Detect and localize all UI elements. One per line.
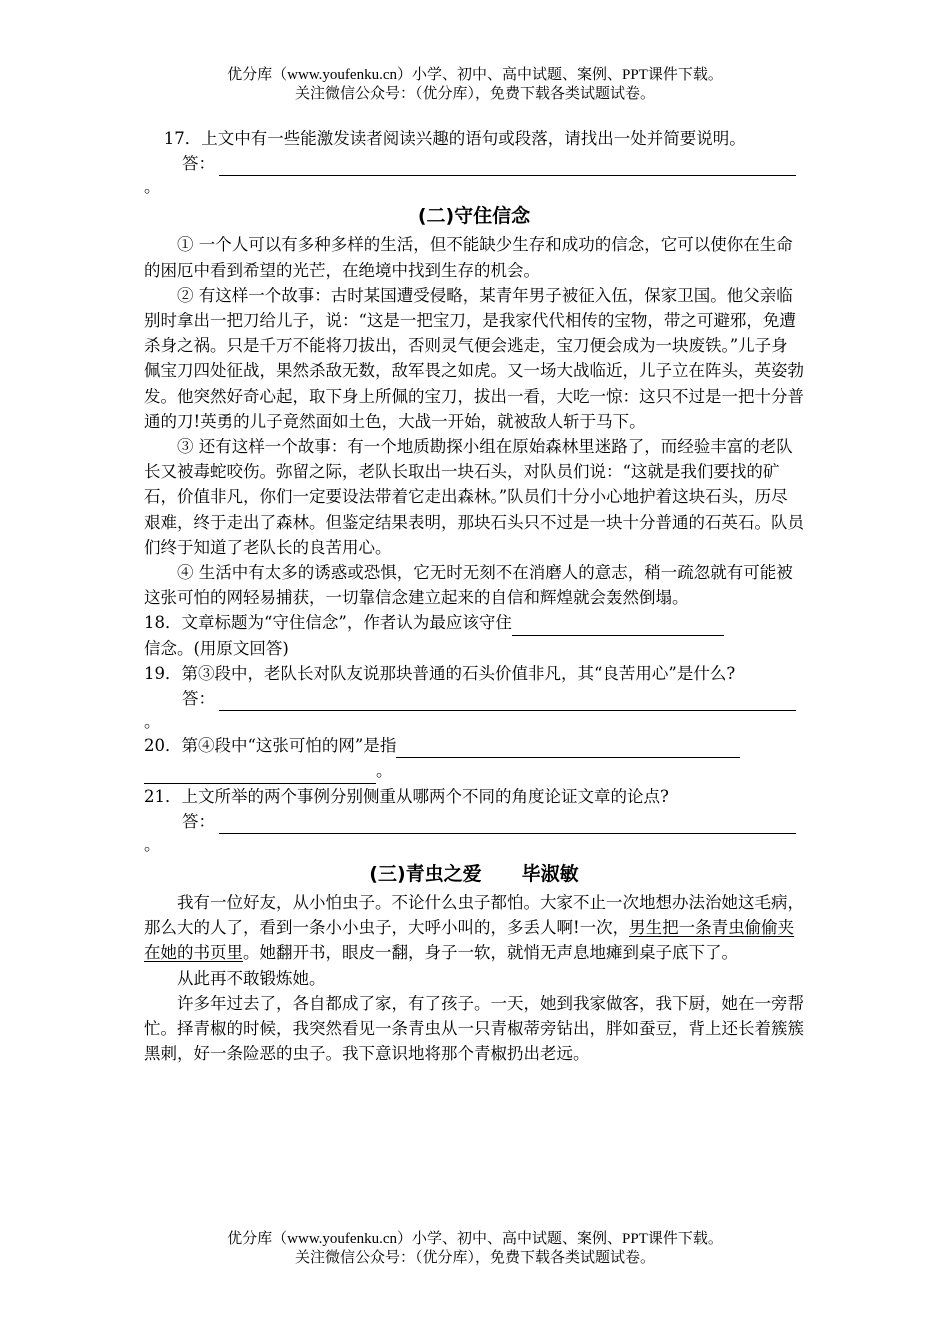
- footer-line-2: 关注微信公众号：（优分库），免费下载各类试题试卷。: [294, 1250, 655, 1266]
- answer-line-17: [144, 151, 804, 176]
- fill-blank-20b: [144, 764, 376, 784]
- question-17: 17．上文中有一些能激发读者阅读兴趣的语句或段落，请找出一处并简要说明。: [163, 129, 746, 148]
- section-title: (二)守住信念: [417, 205, 531, 228]
- answer-label: 答：: [182, 811, 215, 831]
- header-line-1: 优分库（www.youfenku.cn）小学、初中、高中试题、案例、PPT课件下载。: [227, 67, 723, 83]
- answer-end: 。: [144, 835, 161, 855]
- paragraph-1: ① 一个人可以有多种多样的生活，但不能缺少生存和成功的信念，它可以使你在生命的困厄中看到希望的光芒，在绝境中找到生存的机会。: [144, 235, 793, 280]
- section-3-author: 毕淑敏: [521, 863, 579, 886]
- story-paragraph-1: [144, 890, 804, 966]
- story-text: 。她翻开书，眼皮一翻，身子一软，就悄无声息地瘫到桌子底下了。: [243, 943, 738, 963]
- fill-blank-18: [512, 616, 724, 636]
- question-18: [144, 610, 804, 635]
- story-paragraph-2: 从此再不敢锻炼她。: [177, 968, 326, 988]
- answer-line-19: [144, 686, 804, 711]
- answer-line-21: [144, 809, 804, 834]
- story-paragraph-3: 许多年过去了，各自都成了家，有了孩子。一天，她到我家做客，我下厨，她在一旁帮忙。择青椒的时候，我突然看见一条青虫从一只青椒蒂旁钻出，胖如蚕豆，背上还长着簇簇黑刺，好一条险恶的虫子。我下意识地将那个青椒扔出老远。: [144, 993, 804, 1064]
- fill-blank-20: [396, 738, 740, 758]
- question-20-end: 。: [376, 761, 393, 781]
- paragraph-3: ③ 还有这样一个故事：有一个地质勘探小组在原始森林里迷路了，而经验丰富的老队长又被毒蛇咬伤。弥留之际，老队长取出一块石头，对队员们说：“这就是我们要找的矿石，价值非凡，你们一定要设法带着它走出森林。”队员们十分小心地护着这块石头，历尽艰难，终于走出了森林。但鉴定结果表明，那块石头只不过是一块十分普通的石英石。队员们终于知道了老队长的良苦用心。: [144, 437, 804, 557]
- underlined-sentence: 男生把一条青虫偷偷夹在她的书页里: [144, 918, 795, 963]
- paragraph-4: ④ 生活中有太多的诱惑或恐惧，它无时无刻不在消磨人的意志，稍一疏忽就有可能被这张可怕的网轻易捕获，一切靠信念建立起来的自信和辉煌就会轰然倒塌。: [144, 563, 793, 608]
- question-21: 21．上文所举的两个事例分别侧重从哪两个不同的角度论证文章的论点?: [144, 786, 669, 806]
- story-text: 我有一位好友，从小怕虫子。不论什么虫子都怕。大家不止一次地想办法治她这毛病，那么大的人了，看到一条小小虫子，大呼小叫的，多丢人啊!一次，: [144, 893, 804, 938]
- header-line-2: 关注微信公众号：（优分库），免费下载各类试题试卷。: [294, 86, 655, 102]
- section-title-3: [144, 858, 804, 890]
- answer-label: 答：: [182, 154, 215, 174]
- document-body: [144, 126, 804, 1067]
- footer-line-1: 优分库（www.youfenku.cn）小学、初中、高中试题、案例、PPT课件下载。: [227, 1231, 723, 1247]
- paragraph-2: ② 有这样一个故事：古时某国遭受侵略，某青年男子被征入伍，保家卫国。他父亲临别时拿出一把刀给儿子，说：“这是一把宝刀，是我家代代相传的宝物，带之可避邪，免遭杀身之祸。只是千万不能将刀拔出，否则灵气便会逃走，宝刀便会成为一块废铁。”儿子身佩宝刀四处征战，果然杀敌无数，敌军畏之如虎。又一场大战临近，儿子立在阵头，英姿勃发。他突然好奇心起，取下身上所佩的宝刀，拔出一看，大吃一惊：这只不过是一把十分普通的刀!英勇的儿子竟然面如土色，大战一开始，就被敌人斩于马下。: [144, 285, 804, 431]
- answer-end: 。: [144, 177, 161, 197]
- answer-blank: [219, 814, 796, 834]
- question-20-text: 20．第④段中“这张可怕的网”是指: [144, 736, 397, 756]
- answer-label: 答：: [182, 689, 215, 709]
- page-footer: [0, 1230, 950, 1268]
- page-header: [0, 66, 950, 104]
- question-18-text: 18．文章标题为“守住信念”，作者认为最应该守住: [144, 613, 512, 633]
- question-19: 19．第③段中，老队长对队友说那块普通的石头价值非凡，其“良苦用心”是什么?: [144, 663, 736, 683]
- section-3-title: (三)青虫之爱: [369, 863, 482, 886]
- question-20: [144, 733, 804, 758]
- question-20-line2: [144, 758, 804, 783]
- question-18-end: 信念。(用原文回答): [144, 638, 289, 658]
- answer-blank: [219, 691, 796, 711]
- answer-end: 。: [144, 712, 161, 732]
- answer-blank: [219, 156, 796, 176]
